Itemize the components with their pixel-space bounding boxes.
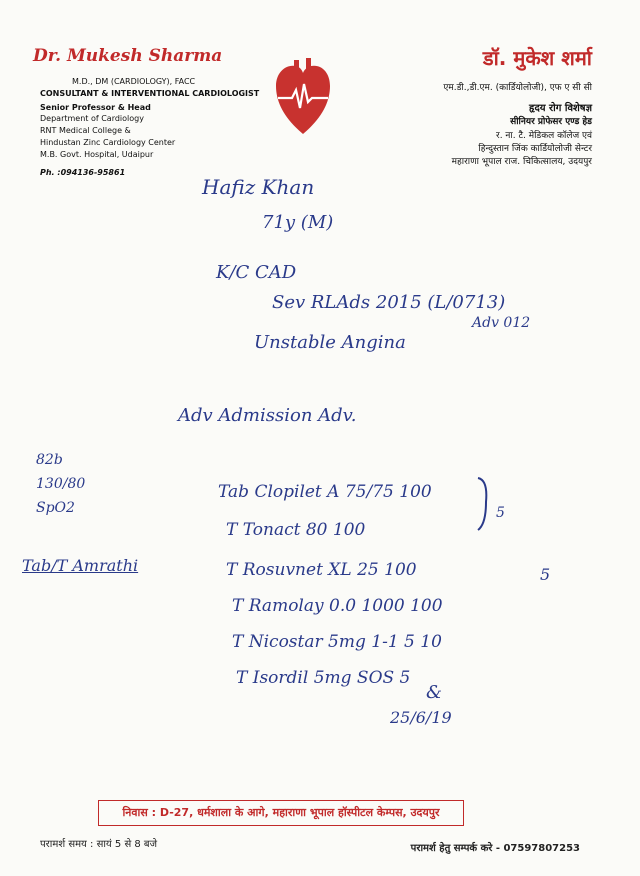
- dept-hindi-2: हिन्दुस्तान जिंक कार्डियोलोजी सेन्टर: [478, 144, 592, 154]
- specialty-english: CONSULTANT & INTERVENTIONAL CARDIOLOGIST: [40, 89, 260, 98]
- dept-line-1: Department of Cardiology: [40, 114, 144, 123]
- dept-line-4: M.B. Govt. Hospital, Udaipur: [40, 150, 154, 159]
- med-2: T Tonact 80 100: [226, 520, 366, 540]
- diagnosis-note: Tab/T Amrathi: [22, 556, 139, 575]
- residence-address: निवास : D-27, धर्मशाला के आगे, महाराणा भूपाल हॉस्पीटल केम्पस, उदयपुर: [122, 806, 440, 819]
- med-4: T Ramolay 0.0 1000 100: [232, 596, 443, 616]
- dept-line-3: Hindustan Zinc Cardiology Center: [40, 138, 176, 147]
- degrees-hindi: एम.डी.,डी.एम. (कार्डियोलोजी), एफ ए सी सी: [443, 83, 592, 93]
- advice-title: Adv Admission Adv.: [178, 405, 357, 426]
- phone-number: Ph. :094136-95861: [40, 168, 126, 177]
- heart-ecg-icon: [272, 58, 334, 136]
- vital-spo2: SpO2: [36, 500, 75, 516]
- title-english: Senior Professor & Head: [40, 103, 151, 112]
- brace-mark-icon: [474, 474, 494, 534]
- doctor-name-hindi: डॉ. मुकेश शर्मा: [482, 46, 592, 70]
- dept-hindi-1: र. ना. टै. मेडिकल कॉलेज एवं: [496, 131, 592, 141]
- sign-mark: &: [426, 682, 443, 703]
- consultation-timing: परामर्श समय : सायं 5 से 8 बजे: [40, 839, 158, 850]
- vital-pulse: 82b: [36, 452, 63, 468]
- adv-side-note: Adv 012: [472, 315, 531, 331]
- vital-bp: 130/80: [36, 476, 86, 492]
- doctor-name-english: Dr. Mukesh Sharma: [33, 46, 223, 66]
- patient-name: Hafiz Khan: [202, 175, 315, 199]
- history-line-3: Unstable Angina: [254, 332, 406, 353]
- specialty-hindi: हृदय रोग विशेषज्ञ: [528, 103, 592, 114]
- med-5: T Nicostar 5mg 1-1 5 10: [232, 632, 442, 652]
- address-box: [98, 800, 464, 826]
- brace-note-2: 5: [540, 565, 551, 584]
- contact-number: परामर्श हेतु सम्पर्क करे - 07597807253: [410, 843, 580, 854]
- history-line-2: Sev RLAds 2015 (L/0713): [272, 292, 506, 313]
- med-3: T Rosuvnet XL 25 100: [226, 560, 417, 580]
- history-line-1: K/C CAD: [216, 262, 297, 283]
- prescription-date: 25/6/19: [390, 708, 452, 727]
- med-6: T Isordil 5mg SOS 5: [236, 668, 411, 688]
- patient-age: 71y (M): [262, 212, 334, 233]
- degrees-english: M.D., DM (CARDIOLOGY), FACC: [72, 77, 196, 86]
- med-1: Tab Clopilet A 75/75 100: [218, 482, 432, 502]
- dept-line-2: RNT Medical College &: [40, 126, 131, 135]
- dept-hindi-3: महाराणा भूपाल राज. चिकित्सालय, उदयपुर: [451, 157, 592, 167]
- brace-note-1: 5: [496, 505, 505, 521]
- title-hindi: सीनियर प्रोफेसर एण्ड हेड: [510, 117, 592, 127]
